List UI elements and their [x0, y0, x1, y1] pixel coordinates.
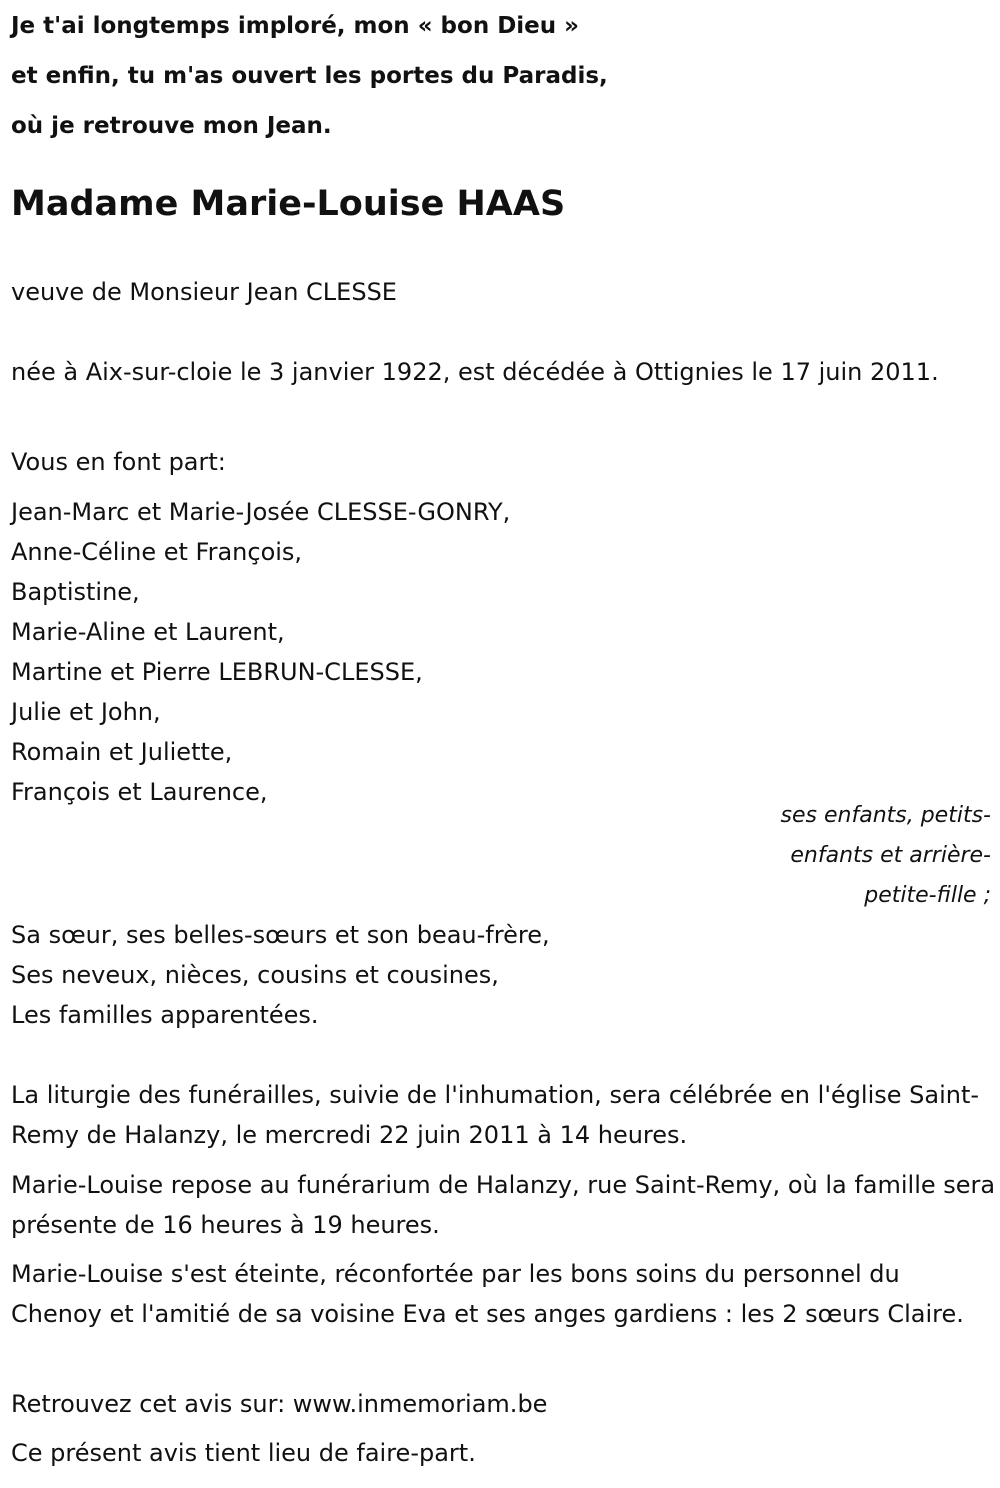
- notice-line: Ce présent avis tient lieu de faire-part.: [11, 1439, 476, 1467]
- list-item: Romain et Juliette,: [11, 738, 233, 766]
- other-family-list: [11, 915, 550, 1035]
- list-item: Sa sœur, ses belles-sœurs et son beau-frère,: [11, 921, 550, 949]
- liturgy-paragraph: La liturgie des funérailles, suivie de l'inhumation, sera célébrée en l'église Saint-Remy de Halanzy, le mercredi 22 juin 2011 à 14 heures.: [11, 1081, 980, 1149]
- list-item: Baptistine,: [11, 578, 140, 606]
- list-item: Marie-Aline et Laurent,: [11, 618, 285, 646]
- list-item: Julie et John,: [11, 698, 161, 726]
- list-item: Martine et Pierre LEBRUN-CLESSE,: [11, 658, 423, 686]
- care-paragraph: Marie-Louise s'est éteinte, réconfortée par les bons soins du personnel du Chenoy et l'amitié de sa voisine Eva et ses anges gardiens : les 2 sœurs Claire.: [11, 1260, 964, 1328]
- poem-line: Je t'ai longtemps imploré, mon « bon Dieu »: [11, 13, 580, 39]
- children-role: ses enfants, petits-enfants et arrière-petite-fille ;: [780, 803, 991, 908]
- poem-line: et enfin, tu m'as ouvert les portes du Paradis,: [11, 63, 608, 89]
- list-item: Anne-Céline et François,: [11, 538, 303, 566]
- widow-line: veuve de Monsieur Jean CLESSE: [11, 278, 397, 306]
- birth-death-line: née à Aix-sur-cloie le 3 janvier 1922, est décédée à Ottignies le 17 juin 2011.: [11, 358, 939, 386]
- intro-line: Vous en font part:: [11, 448, 226, 476]
- list-item: Ses neveux, nièces, cousins et cousines,: [11, 961, 499, 989]
- poem-block: [11, 1, 608, 151]
- poem-line: où je retrouve mon Jean.: [11, 113, 332, 139]
- list-item: François et Laurence,: [11, 778, 268, 806]
- deceased-name: Madame Marie-Louise HAAS: [11, 184, 566, 224]
- website-line: Retrouvez cet avis sur: www.inmemoriam.be: [11, 1390, 548, 1418]
- list-item: Les familles apparentées.: [11, 1001, 319, 1029]
- repose-paragraph: Marie-Louise repose au funérarium de Halanzy, rue Saint-Remy, où la famille sera présente de 16 heures à 19 heures.: [11, 1171, 996, 1239]
- list-item: Jean-Marc et Marie-Josée CLESSE-GONRY,: [11, 498, 511, 526]
- children-list: [11, 492, 510, 812]
